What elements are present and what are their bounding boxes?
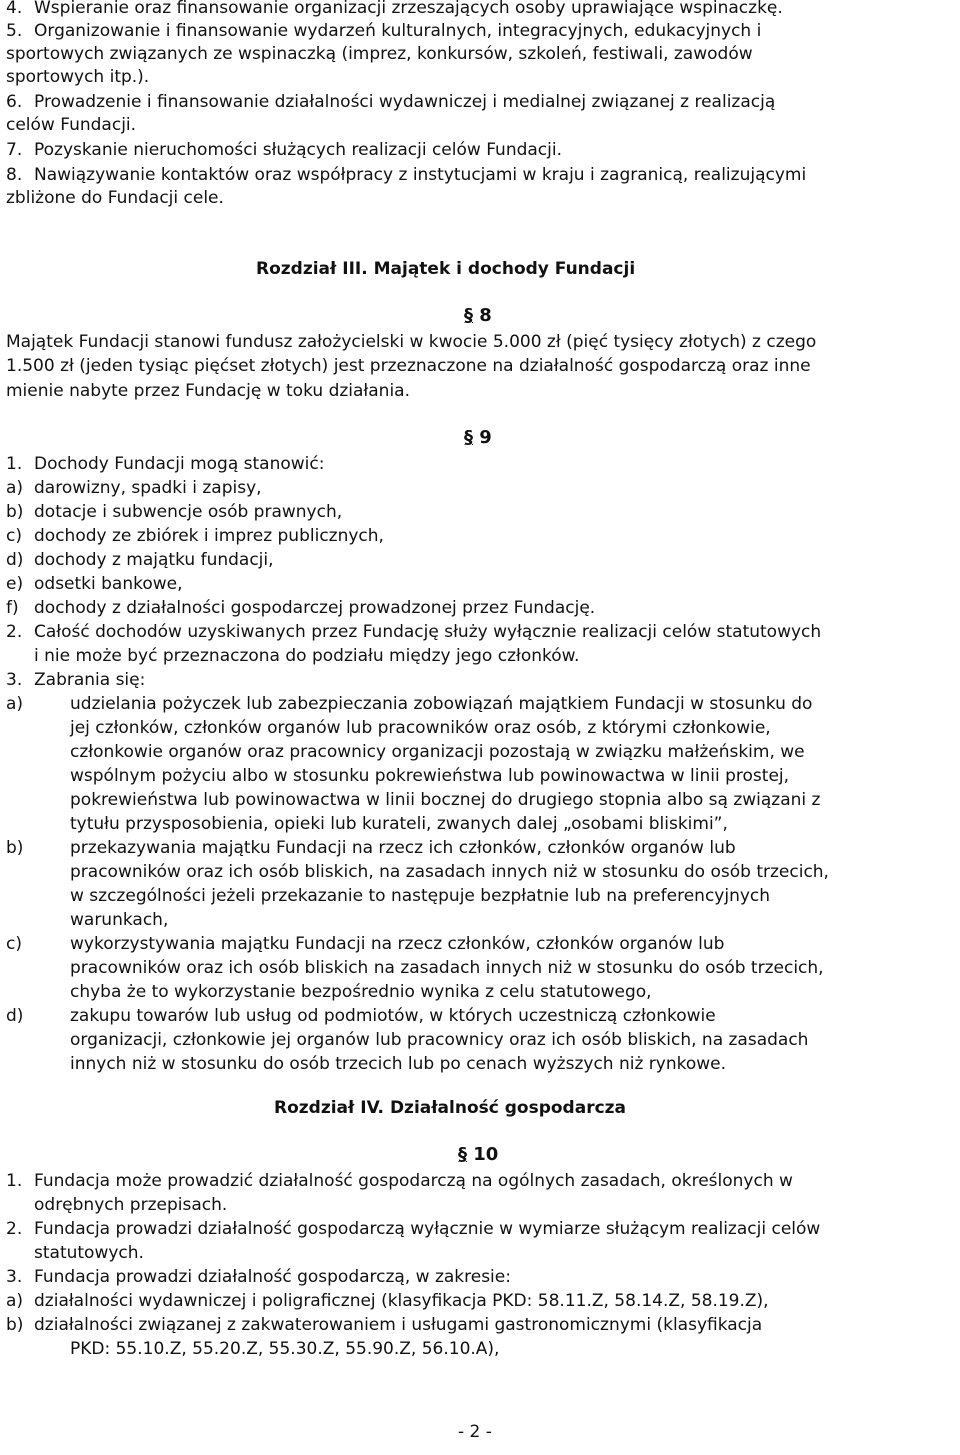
section-sign-10: § 10 [458,1144,499,1165]
subitem-text: w szczególności jeżeli przekazanie to następuje bezpłatnie lub na preferencyjnych [70,886,771,906]
chapter-title: Majątek i dochody Fundacji [373,259,636,279]
subitem-text: warunkach, [70,910,169,930]
subitem-text: pracowników oraz ich osób bliskich na zasadach innych niż w stosunku do osób trzecich, [70,958,824,978]
subitem-text: przekazywania majątku Fundacji na rzecz ich członków, członków organów lub [70,838,736,858]
item-number: 1. [6,1171,23,1191]
subitem-letter: d) [6,550,24,570]
item-text: celów Fundacji. [6,115,137,135]
chapter-heading [274,1098,626,1118]
item-text: sportowych itp.). [6,67,150,87]
item-text: Całość dochodów uzyskiwanych przez Fundację służy wyłącznie realizacji celów statutowych [34,622,822,642]
item-text: Dochody Fundacji mogą stanowić: [34,454,325,474]
subitem-text: dochody z działalności gospodarczej prowadzonej przez Fundację. [34,598,596,618]
subitem-text: darowizny, spadki i zapisy, [34,478,262,498]
subitem-text: wspólnym pożyciu albo w stosunku pokrewieństwa lub powinowactwa w linii prostej, [70,766,790,786]
item-text: Fundacja może prowadzić działalność gospodarczą na ogólnych zasadach, określonych w [34,1171,793,1191]
chapter-label: Rozdział IV. [274,1098,385,1118]
item-number: 2. [6,622,23,642]
subitem-text: pokrewieństwa lub powinowactwa w linii bocznej do drugiego stopnia albo są związani z [70,790,821,810]
subitem-text: pracowników oraz ich osób bliskich, na zasadach innych niż w stosunku do osób trzecich, [70,862,829,882]
subitem-letter: c) [6,934,22,954]
paragraph-line: mienie nabyte przez Fundację w toku działania. [6,381,410,401]
subitem-letter: b) [6,502,24,522]
subitem-text: dotacje i subwencje osób prawnych, [34,502,343,522]
item-number: 8. [6,165,23,185]
item-number: 4. [6,0,23,18]
item-number: 5. [6,21,23,41]
subitem-letter: a) [6,1291,24,1311]
subitem-text: dochody z majątku fundacji, [34,550,274,570]
item-text: zbliżone do Fundacji cele. [6,188,224,208]
subitem-text: tytułu przysposobienia, opieki lub kurateli, zwanych dalej „osobami bliskimi”, [70,814,728,834]
subitem-text: zakupu towarów lub usług od podmiotów, w których uczestniczą członkowie [70,1006,716,1026]
subitem-text: działalności wydawniczej i poligraficznej (klasyfikacja PKD: 58.11.Z, 58.14.Z, 58.19.Z), [34,1291,769,1311]
item-text: Organizowanie i finansowanie wydarzeń kulturalnych, integracyjnych, edukacyjnych i [34,21,762,41]
item-number: 1. [6,454,23,474]
item-text: Fundacja prowadzi działalność gospodarczą wyłącznie w wymiarze służącym realizacji celów [34,1219,821,1239]
subitem-letter: b) [6,838,24,858]
subitem-text: jej członków, członków organów lub pracowników oraz osób, z którymi członkowie, [70,718,771,738]
subitem-text: chyba że to wykorzystanie bezpośrednio wynika z celu statutowego, [70,982,652,1002]
subitem-text: PKD: 55.10.Z, 55.20.Z, 55.30.Z, 55.90.Z, 56.10.A), [70,1339,500,1359]
chapter-title: Działalność gospodarcza [389,1098,627,1118]
subitem-text: działalności związanej z zakwaterowaniem i usługami gastronomicznymi (klasyfikacja [34,1315,763,1335]
subitem-letter: f) [6,598,19,618]
item-text: Zabrania się: [34,670,146,690]
paragraph-line: 1.500 zł (jeden tysiąc pięćset złotych) jest przeznaczone na działalność gospodarczą oraz inne [6,356,811,376]
item-number: 6. [6,92,23,112]
subitem-text: wykorzystywania majątku Fundacji na rzecz członków, członków organów lub [70,934,725,954]
subitem-text: dochody ze zbiórek i imprez publicznych, [34,526,384,546]
item-text: Wspieranie oraz finansowanie organizacji zrzeszających osoby uprawiające wspinaczkę. [34,0,783,18]
item-text: i nie może być przeznaczona do podziału między jego członków. [34,646,580,666]
section-sign-9: § 9 [464,427,492,448]
item-text: Nawiązywanie kontaktów oraz współpracy z instytucjami w kraju i zagranicą, realizującymi [34,165,807,185]
subitem-letter: b) [6,1315,24,1335]
subitem-text: innych niż w stosunku do osób trzecich lub po cenach wyższych niż rynkowe. [70,1054,727,1074]
document-page [6,0,956,1455]
chapter-heading [256,259,635,279]
chapter-label: Rozdział III. [256,259,368,279]
item-text: Prowadzenie i finansowanie działalności wydawniczej i medialnej związanej z realizacją [34,92,776,112]
item-text: odrębnych przepisach. [34,1195,228,1215]
item-text: Pozyskanie nieruchomości służących realizacji celów Fundacji. [34,140,562,160]
item-text: statutowych. [34,1243,144,1263]
item-number: 3. [6,1267,23,1287]
item-text: Fundacja prowadzi działalność gospodarczą, w zakresie: [34,1267,511,1287]
paragraph-line: Majątek Fundacji stanowi fundusz założycielski w kwocie 5.000 zł (pięć tysięcy złotych) z czego [6,332,817,352]
subitem-text: organizacji, członkowie jej organów lub pracownicy oraz ich osób bliskich, na zasadach [70,1030,809,1050]
subitem-letter: a) [6,694,24,714]
item-number: 3. [6,670,23,690]
subitem-letter: a) [6,478,24,498]
subitem-text: odsetki bankowe, [34,574,183,594]
page-number: - 2 - [458,1422,492,1442]
subitem-text: udzielania pożyczek lub zabezpieczania zobowiązań majątkiem Fundacji w stosunku do [70,694,813,714]
subitem-letter: d) [6,1006,24,1026]
subitem-letter: c) [6,526,22,546]
section-sign-8: § 8 [464,305,492,326]
subitem-letter: e) [6,574,24,594]
subitem-text: członkowie organów oraz pracownicy organizacji pozostają w związku małżeńskim, we [70,742,805,762]
item-number: 2. [6,1219,23,1239]
item-number: 7. [6,140,23,160]
item-text: sportowych związanych ze wspinaczką (imprez, konkursów, szkoleń, festiwali, zawodów [6,44,753,64]
